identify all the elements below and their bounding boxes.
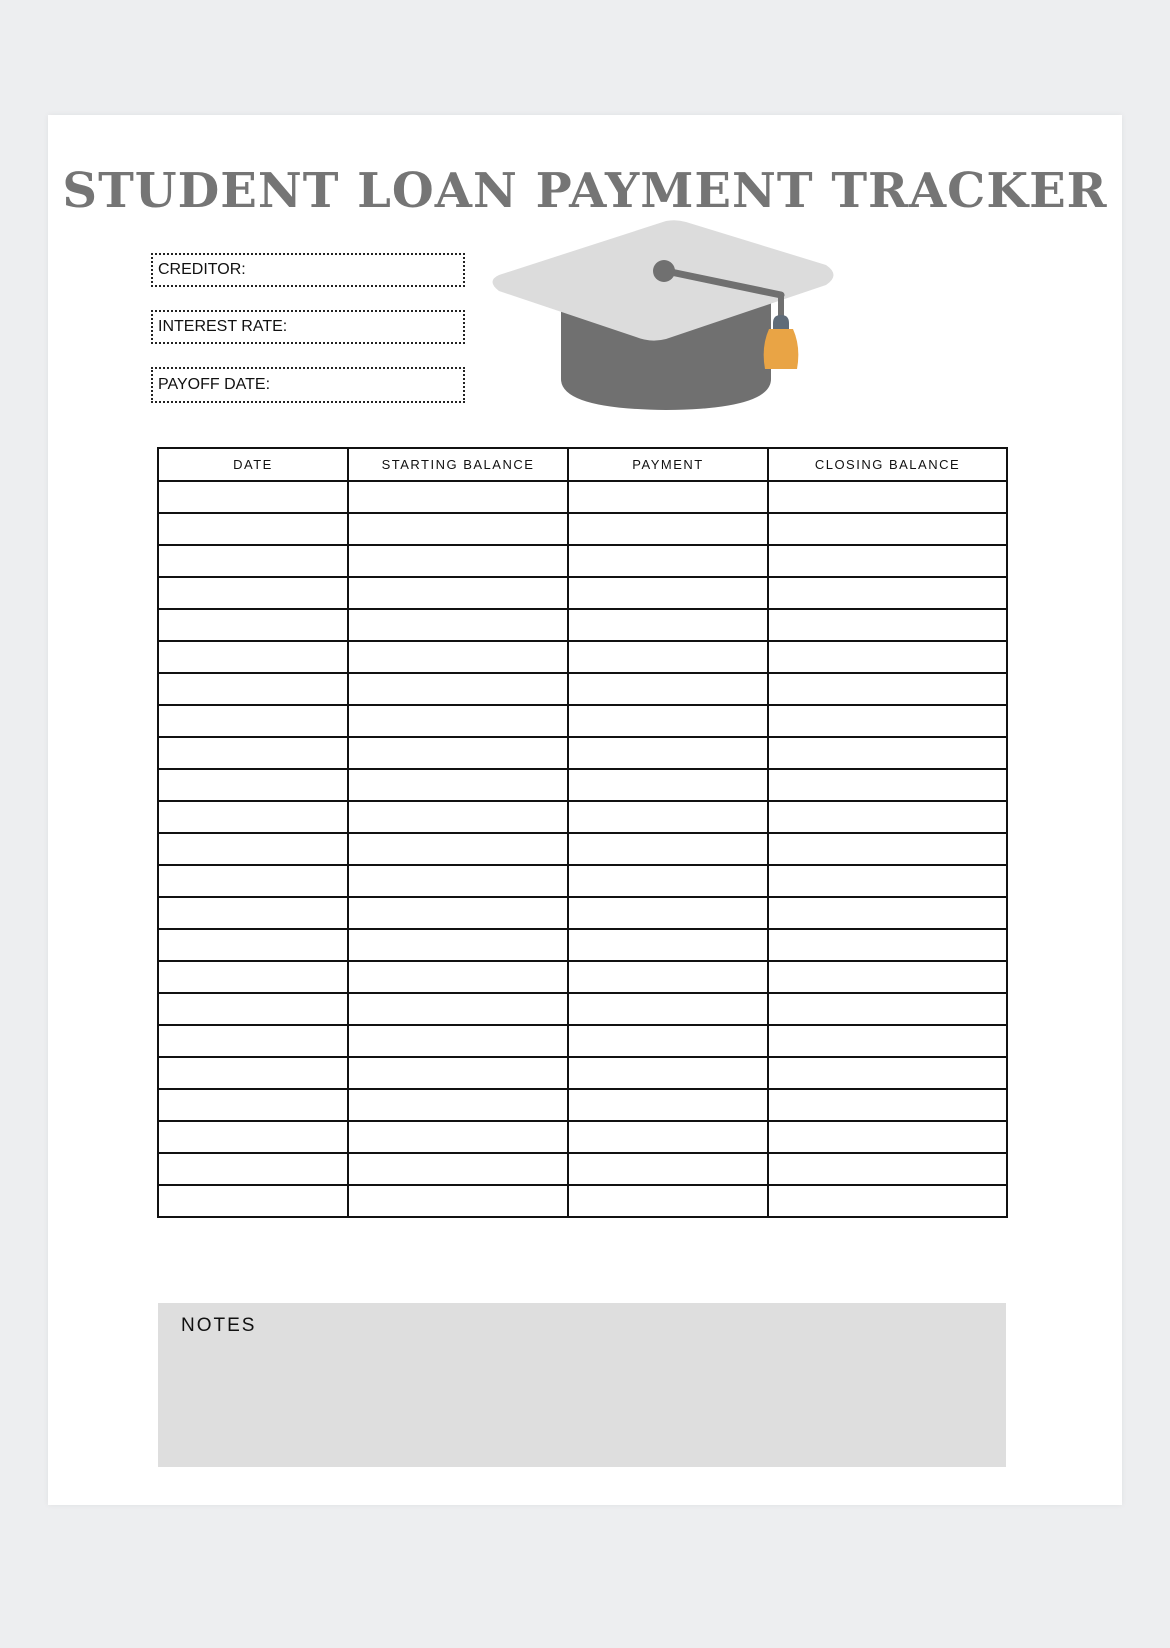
cell-date[interactable] bbox=[158, 801, 348, 833]
table-row bbox=[158, 1121, 1007, 1153]
cell-payment[interactable] bbox=[568, 577, 768, 609]
cell-starting-balance[interactable] bbox=[348, 993, 568, 1025]
table-row bbox=[158, 609, 1007, 641]
cell-closing-balance[interactable] bbox=[768, 865, 1007, 897]
cell-date[interactable] bbox=[158, 737, 348, 769]
graduation-cap-icon bbox=[491, 219, 851, 419]
cell-closing-balance[interactable] bbox=[768, 1089, 1007, 1121]
cell-starting-balance[interactable] bbox=[348, 673, 568, 705]
cell-payment[interactable] bbox=[568, 673, 768, 705]
cell-closing-balance[interactable] bbox=[768, 1057, 1007, 1089]
table-row bbox=[158, 865, 1007, 897]
cell-closing-balance[interactable] bbox=[768, 929, 1007, 961]
cell-closing-balance[interactable] bbox=[768, 481, 1007, 513]
table-row bbox=[158, 513, 1007, 545]
cell-starting-balance[interactable] bbox=[348, 481, 568, 513]
cell-closing-balance[interactable] bbox=[768, 673, 1007, 705]
cell-closing-balance[interactable] bbox=[768, 609, 1007, 641]
column-header-date: DATE bbox=[158, 448, 348, 481]
cell-payment[interactable] bbox=[568, 1025, 768, 1057]
notes-label: NOTES bbox=[181, 1315, 257, 1336]
cell-starting-balance[interactable] bbox=[348, 961, 568, 993]
cell-payment[interactable] bbox=[568, 705, 768, 737]
cell-starting-balance[interactable] bbox=[348, 1089, 568, 1121]
cell-date[interactable] bbox=[158, 1153, 348, 1185]
cell-payment[interactable] bbox=[568, 993, 768, 1025]
cell-starting-balance[interactable] bbox=[348, 929, 568, 961]
cell-payment[interactable] bbox=[568, 1185, 768, 1217]
cell-closing-balance[interactable] bbox=[768, 1153, 1007, 1185]
cell-date[interactable] bbox=[158, 705, 348, 737]
cell-date[interactable] bbox=[158, 897, 348, 929]
creditor-label: CREDITOR: bbox=[158, 261, 246, 278]
cell-closing-balance[interactable] bbox=[768, 641, 1007, 673]
cell-starting-balance[interactable] bbox=[348, 1057, 568, 1089]
cell-payment[interactable] bbox=[568, 641, 768, 673]
column-header-starting-balance: STARTING BALANCE bbox=[348, 448, 568, 481]
payoff-date-field[interactable] bbox=[151, 367, 465, 403]
cell-closing-balance[interactable] bbox=[768, 1025, 1007, 1057]
table-row bbox=[158, 705, 1007, 737]
table-row bbox=[158, 1089, 1007, 1121]
cell-date[interactable] bbox=[158, 673, 348, 705]
cell-date[interactable] bbox=[158, 1057, 348, 1089]
cell-starting-balance[interactable] bbox=[348, 641, 568, 673]
cell-payment[interactable] bbox=[568, 737, 768, 769]
cell-starting-balance[interactable] bbox=[348, 737, 568, 769]
cell-starting-balance[interactable] bbox=[348, 609, 568, 641]
tassel-fringe bbox=[764, 329, 799, 369]
column-header-payment: PAYMENT bbox=[568, 448, 768, 481]
table-row bbox=[158, 1185, 1007, 1217]
cell-date[interactable] bbox=[158, 641, 348, 673]
notes-box[interactable] bbox=[158, 1303, 1006, 1467]
table-row bbox=[158, 1057, 1007, 1089]
cell-starting-balance[interactable] bbox=[348, 1153, 568, 1185]
page-title: STUDENT LOAN PAYMENT TRACKER bbox=[62, 163, 1108, 219]
cell-payment[interactable] bbox=[568, 481, 768, 513]
cell-date[interactable] bbox=[158, 833, 348, 865]
cell-closing-balance[interactable] bbox=[768, 769, 1007, 801]
table-row bbox=[158, 673, 1007, 705]
cell-payment[interactable] bbox=[568, 961, 768, 993]
cell-date[interactable] bbox=[158, 513, 348, 545]
table-header-row bbox=[158, 448, 1007, 481]
cell-payment[interactable] bbox=[568, 865, 768, 897]
cell-date[interactable] bbox=[158, 577, 348, 609]
cell-starting-balance[interactable] bbox=[348, 865, 568, 897]
table-row bbox=[158, 929, 1007, 961]
creditor-field[interactable] bbox=[151, 253, 465, 287]
payment-table bbox=[157, 447, 1008, 1218]
interest-rate-field[interactable] bbox=[151, 310, 465, 344]
cell-date[interactable] bbox=[158, 545, 348, 577]
cell-closing-balance[interactable] bbox=[768, 801, 1007, 833]
cell-starting-balance[interactable] bbox=[348, 833, 568, 865]
cell-payment[interactable] bbox=[568, 897, 768, 929]
cell-starting-balance[interactable] bbox=[348, 801, 568, 833]
cell-closing-balance[interactable] bbox=[768, 1121, 1007, 1153]
cell-starting-balance[interactable] bbox=[348, 1121, 568, 1153]
cell-starting-balance[interactable] bbox=[348, 1185, 568, 1217]
cell-date[interactable] bbox=[158, 1121, 348, 1153]
cell-starting-balance[interactable] bbox=[348, 513, 568, 545]
column-header-closing-balance: CLOSING BALANCE bbox=[768, 448, 1007, 481]
table-row bbox=[158, 993, 1007, 1025]
tassel-knot bbox=[773, 315, 789, 329]
cell-date[interactable] bbox=[158, 929, 348, 961]
cell-payment[interactable] bbox=[568, 545, 768, 577]
cell-payment[interactable] bbox=[568, 1153, 768, 1185]
cell-payment[interactable] bbox=[568, 1057, 768, 1089]
table-row bbox=[158, 769, 1007, 801]
cell-payment[interactable] bbox=[568, 769, 768, 801]
cell-date[interactable] bbox=[158, 769, 348, 801]
cell-closing-balance[interactable] bbox=[768, 545, 1007, 577]
cell-payment[interactable] bbox=[568, 513, 768, 545]
table-row bbox=[158, 577, 1007, 609]
cell-starting-balance[interactable] bbox=[348, 545, 568, 577]
cell-closing-balance[interactable] bbox=[768, 1185, 1007, 1217]
cell-closing-balance[interactable] bbox=[768, 737, 1007, 769]
cell-payment[interactable] bbox=[568, 1089, 768, 1121]
table-row bbox=[158, 641, 1007, 673]
cell-payment[interactable] bbox=[568, 609, 768, 641]
table-row bbox=[158, 961, 1007, 993]
table-row bbox=[158, 833, 1007, 865]
payoff-date-label: PAYOFF DATE: bbox=[158, 376, 271, 393]
cell-closing-balance[interactable] bbox=[768, 705, 1007, 737]
table-row bbox=[158, 545, 1007, 577]
cell-starting-balance[interactable] bbox=[348, 1025, 568, 1057]
cell-closing-balance[interactable] bbox=[768, 833, 1007, 865]
cell-date[interactable] bbox=[158, 993, 348, 1025]
cap-button bbox=[653, 260, 675, 282]
cell-starting-balance[interactable] bbox=[348, 577, 568, 609]
cell-date[interactable] bbox=[158, 481, 348, 513]
cell-date[interactable] bbox=[158, 865, 348, 897]
cell-starting-balance[interactable] bbox=[348, 897, 568, 929]
cell-starting-balance[interactable] bbox=[348, 769, 568, 801]
table-row bbox=[158, 1153, 1007, 1185]
cell-date[interactable] bbox=[158, 1185, 348, 1217]
table-row bbox=[158, 897, 1007, 929]
table-row bbox=[158, 801, 1007, 833]
cell-payment[interactable] bbox=[568, 833, 768, 865]
cell-payment[interactable] bbox=[568, 1121, 768, 1153]
interest-rate-label: INTEREST RATE: bbox=[158, 318, 288, 335]
cell-payment[interactable] bbox=[568, 801, 768, 833]
cell-closing-balance[interactable] bbox=[768, 513, 1007, 545]
cell-date[interactable] bbox=[158, 961, 348, 993]
cell-closing-balance[interactable] bbox=[768, 961, 1007, 993]
cell-closing-balance[interactable] bbox=[768, 897, 1007, 929]
table-body bbox=[158, 481, 1007, 1217]
cell-date[interactable] bbox=[158, 1025, 348, 1057]
cell-date[interactable] bbox=[158, 609, 348, 641]
cell-date[interactable] bbox=[158, 1089, 348, 1121]
cell-closing-balance[interactable] bbox=[768, 577, 1007, 609]
cell-payment[interactable] bbox=[568, 929, 768, 961]
cell-starting-balance[interactable] bbox=[348, 705, 568, 737]
tracker-sheet bbox=[48, 115, 1122, 1505]
table-row bbox=[158, 1025, 1007, 1057]
table-row bbox=[158, 481, 1007, 513]
table-row bbox=[158, 737, 1007, 769]
cell-closing-balance[interactable] bbox=[768, 993, 1007, 1025]
